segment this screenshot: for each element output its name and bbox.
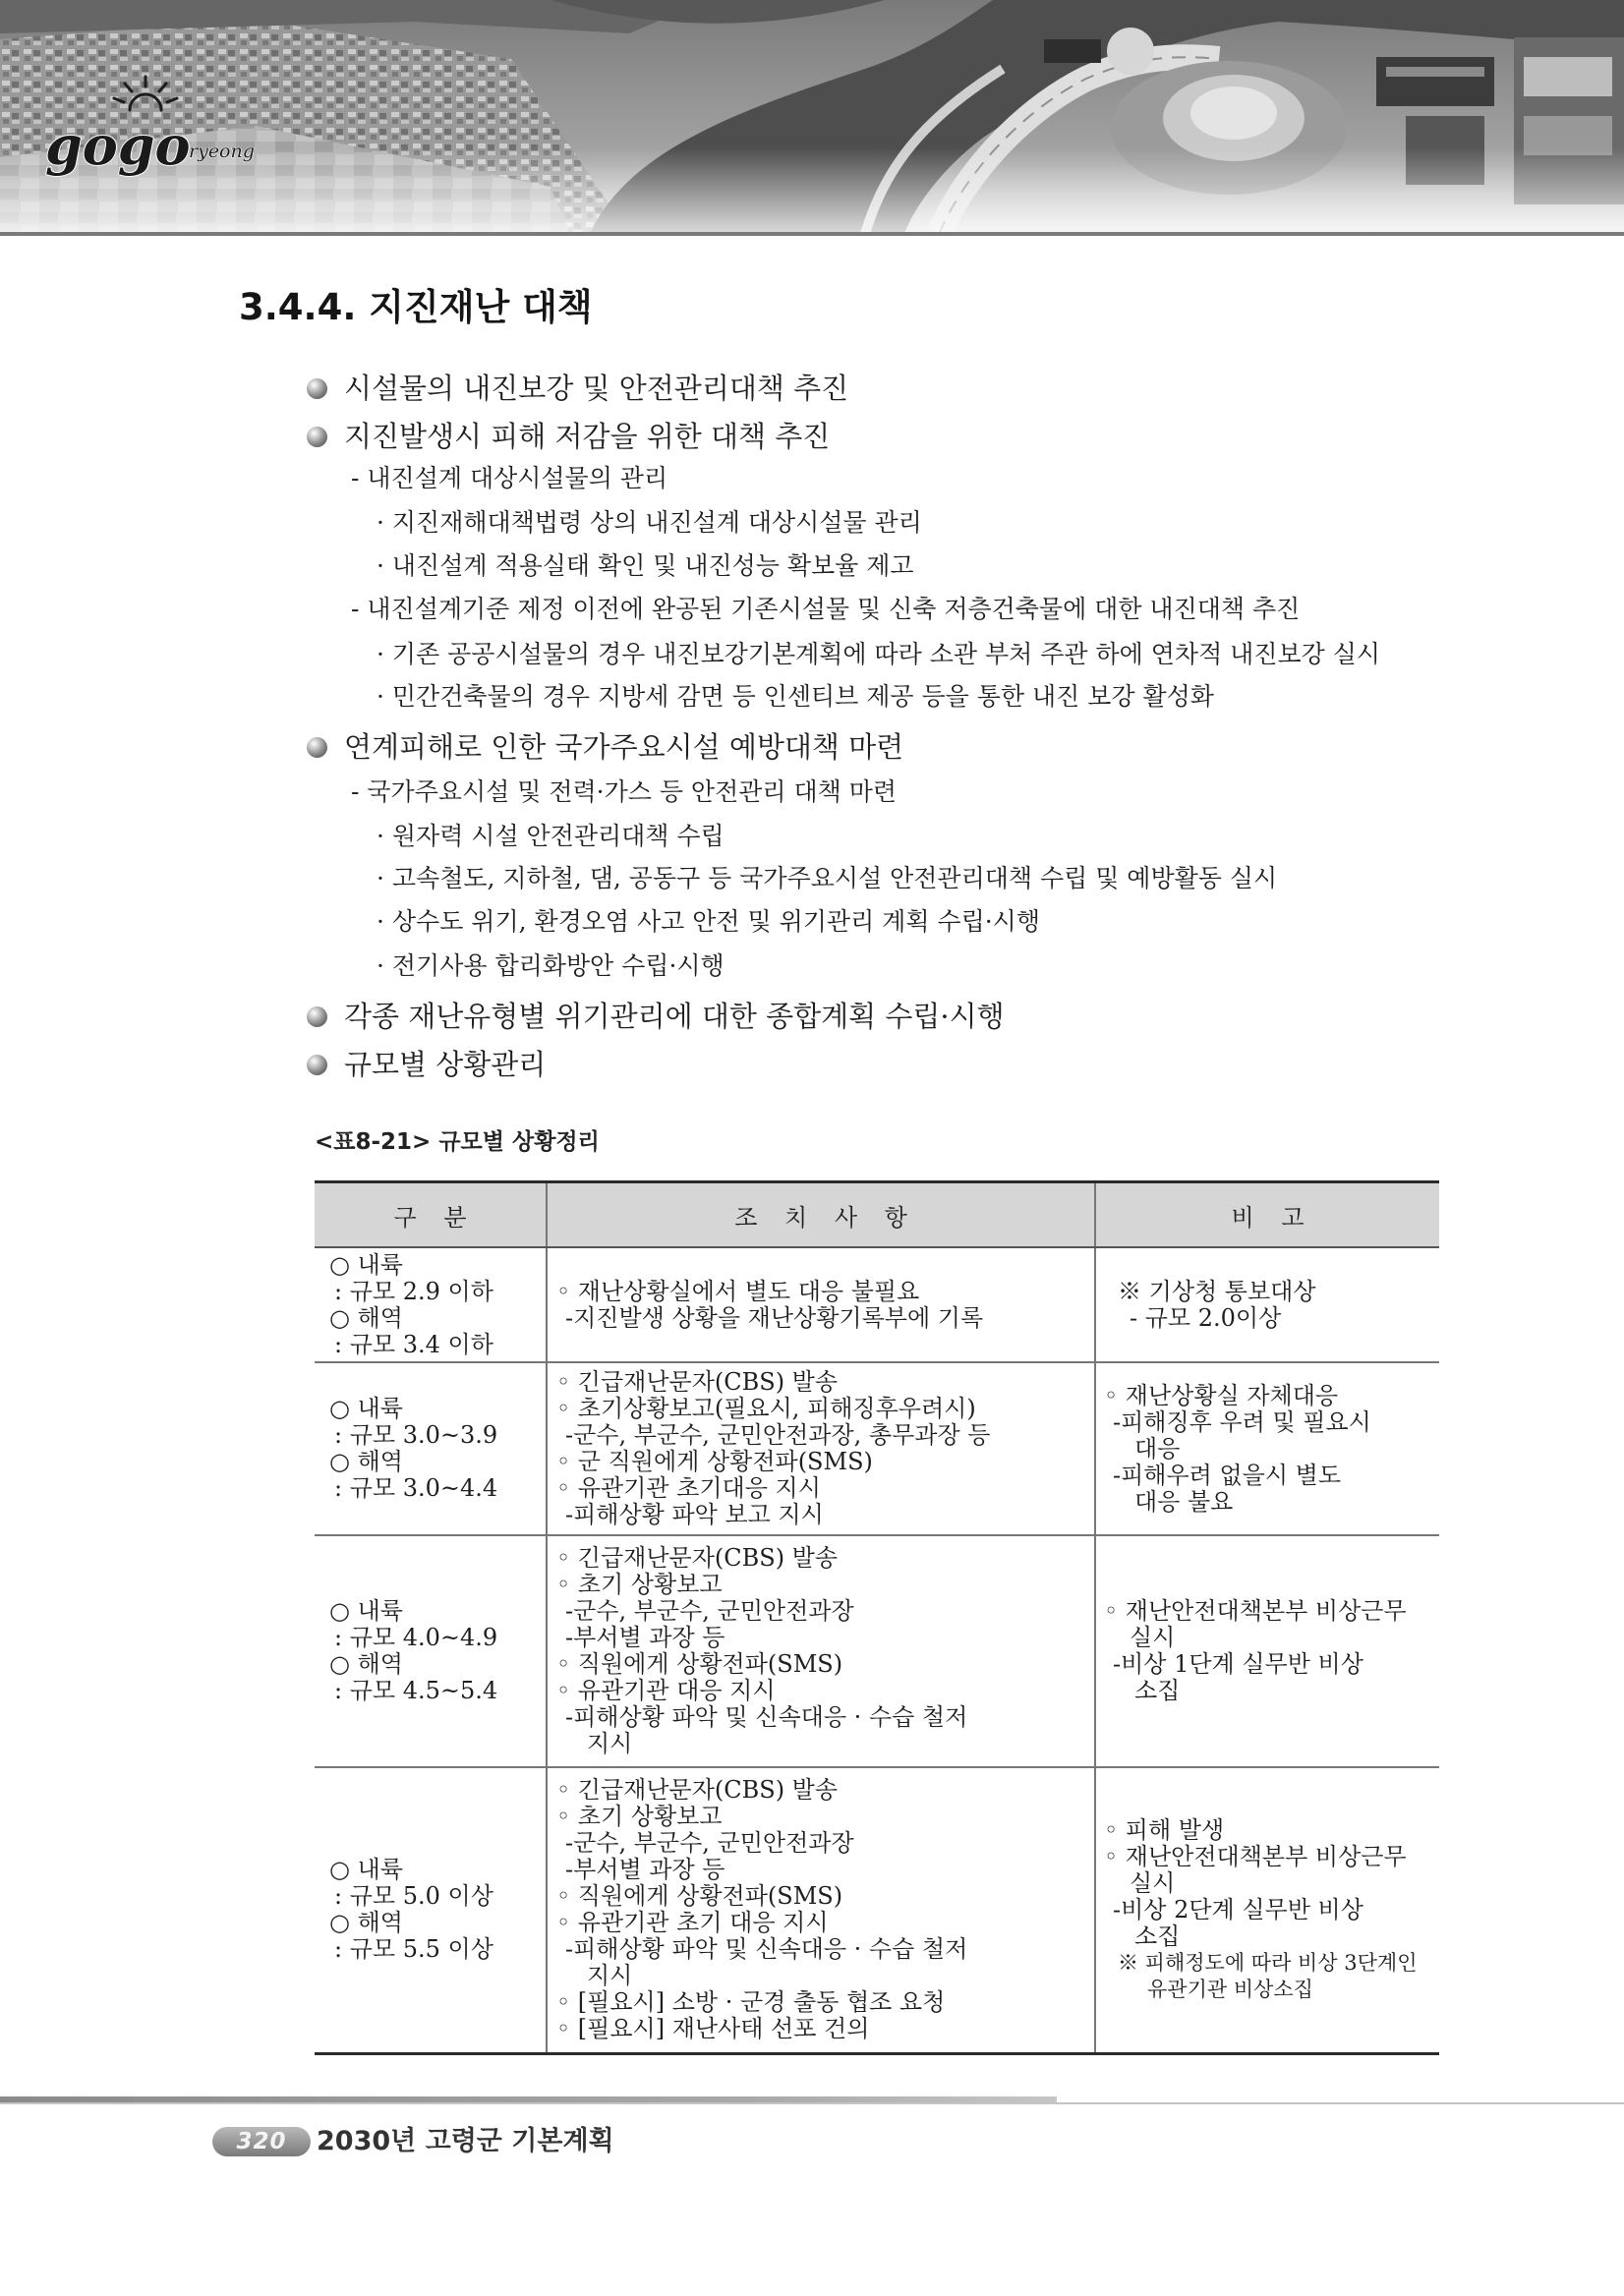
cell-line: -피해우려 없을시 별도 — [1113, 1461, 1342, 1489]
cell-item — [548, 1502, 1094, 1528]
cell-line: ◦ 긴급재난문자(CBS) 발송 — [556, 1368, 839, 1396]
point-item: · 전기사용 합리화방안 수립·시행 — [377, 951, 725, 980]
cell-line: : 규모 3.0~3.9 — [334, 1421, 498, 1449]
table-header-row — [315, 1182, 1439, 1248]
cell-line: : 규모 2.9 이하 — [334, 1277, 493, 1305]
cell-item — [548, 1857, 1094, 1883]
cell-line-continued: 지시 — [587, 1730, 633, 1757]
cell-line: : 규모 5.5 이상 — [334, 1935, 493, 1964]
cell-item — [315, 1305, 546, 1332]
table-row — [315, 1362, 1439, 1535]
table-caption: <표8-21> 규모별 상황정리 — [315, 1129, 600, 1155]
point-item: · 내진설계 적용실태 확인 및 내진성능 확보율 제고 — [377, 551, 914, 580]
cell-item — [1096, 1651, 1439, 1704]
cell-line: ◦ 유관기관 초기대응 지시 — [556, 1474, 821, 1502]
cell-line: ○ 내륙 — [329, 1597, 403, 1625]
bullet-icon — [307, 427, 327, 447]
main-bullet-text: 지진발생시 피해 저감을 위한 대책 추진 — [344, 420, 831, 453]
cell-line: ◦ [필요시] 재난사태 선포 건의 — [556, 2015, 870, 2043]
cell-line: ◦ 군 직원에게 상황전파(SMS) — [556, 1448, 873, 1475]
cell-line: ※ 기상청 통보대상 — [1118, 1277, 1316, 1305]
cell-item — [548, 1804, 1094, 1830]
cell-line: ○ 해역 — [329, 1909, 403, 1937]
cell-line: ○ 해역 — [329, 1650, 403, 1678]
cell-item — [548, 1369, 1094, 1396]
note-cell — [1095, 1535, 1439, 1767]
point-item: · 상수도 위기, 환경오염 사고 안전 및 위기관리 계획 수립·시행 — [377, 907, 1040, 936]
cell-item — [548, 1598, 1094, 1625]
cell-line: ◦ 초기 상황보고 — [556, 1571, 723, 1598]
action-cell — [547, 1535, 1095, 1767]
cell-line-continued: 실시 — [1130, 1868, 1176, 1897]
cell-item — [548, 1545, 1094, 1572]
point-item: · 고속철도, 지하철, 댐, 공동구 등 국가주요시설 안전관리대책 수립 및 예방활동 실시 — [377, 864, 1278, 892]
cell-item — [548, 1830, 1094, 1857]
cell-item — [548, 1396, 1094, 1422]
cell-line: ※ 피해정도에 따라 비상 3단계인 — [1118, 1950, 1418, 1975]
section-title: 3.4.4. 지진재난 대책 — [239, 286, 593, 328]
cell-line: ◦ 유관기관 초기 대응 지시 — [556, 1909, 829, 1937]
main-bullet-item — [307, 998, 1005, 1035]
cell-line: -피해상황 파악 및 신속대응 · 수습 철저 — [565, 1935, 968, 1964]
sub-item: - 국가주요시설 및 전력·가스 등 안전관리 대책 마련 — [351, 777, 898, 806]
footer-title: 2030년 고령군 기본계획 — [317, 2126, 614, 2156]
cell-item — [1096, 1383, 1439, 1409]
cell-item — [548, 1777, 1094, 1804]
cell-line: ◦ 재난상황실에서 별도 대응 불필요 — [556, 1277, 920, 1305]
cell-item — [315, 1449, 546, 1475]
cell-item — [315, 1857, 546, 1883]
cell-item — [548, 1704, 1094, 1757]
cell-item — [1096, 1817, 1439, 1844]
cell-line: ◦ 긴급재난문자(CBS) 발송 — [556, 1776, 839, 1805]
division-cell — [315, 1362, 547, 1535]
cell-item — [1096, 1463, 1439, 1516]
cell-item — [1096, 1950, 1439, 2003]
cell-line: -군수, 부군수, 군민안전과장 — [565, 1597, 854, 1625]
situation-table-wrapper — [315, 1180, 1439, 2055]
column-header-division: 구 분 — [315, 1182, 547, 1248]
cell-line: ○ 내륙 — [329, 1250, 403, 1279]
cell-item — [315, 1598, 546, 1625]
cell-item — [1096, 1598, 1439, 1651]
main-bullet-text: 연계피해로 인한 국가주요시설 예방대책 마련 — [344, 730, 904, 764]
cell-item — [548, 1936, 1094, 1989]
cell-line: : 규모 5.0 이상 — [334, 1882, 493, 1911]
cell-item — [1096, 1279, 1439, 1305]
cell-item — [548, 1279, 1094, 1305]
cell-line: ◦ 재난상황실 자체대응 — [1104, 1381, 1339, 1409]
bullet-icon — [307, 1055, 327, 1075]
division-cell — [315, 1767, 547, 2053]
cell-item — [315, 1625, 546, 1651]
cell-item — [315, 1475, 546, 1502]
cell-line: ◦ 초기 상황보고 — [556, 1803, 723, 1831]
sub-item: - 내진설계기준 제정 이전에 완공된 기존시설물 및 신축 저층건축물에 대한 내진대책 추진 — [351, 595, 1301, 623]
cell-line: : 규모 4.5~5.4 — [334, 1677, 498, 1704]
cell-line: -부서별 과장 등 — [565, 1624, 725, 1651]
cell-line: ○ 내륙 — [329, 1856, 403, 1884]
header-photo — [0, 0, 1624, 234]
logo-wordmark: gogo — [45, 114, 191, 177]
cell-line: ◦ 초기상황보고(필요시, 피해징후우려시) — [556, 1395, 976, 1422]
cell-item — [315, 1883, 546, 1910]
cell-item — [548, 1572, 1094, 1598]
main-bullet-text: 시설물의 내진보강 및 안전관리대책 추진 — [344, 372, 849, 405]
cell-line-continued: 유관기관 비상소집 — [1147, 1977, 1313, 2001]
cell-item — [315, 1651, 546, 1678]
cell-line: ○ 내륙 — [329, 1395, 403, 1422]
note-cell — [1095, 1362, 1439, 1535]
cell-line-continued: 소집 — [1134, 1677, 1181, 1704]
cell-item — [315, 1936, 546, 1963]
main-bullet-item — [307, 418, 830, 455]
page-number-badge — [212, 2127, 311, 2156]
cell-line: ◦ 재난안전대책본부 비상근무 — [1104, 1842, 1407, 1870]
cell-line: ◦ 직원에게 상황전파(SMS) — [556, 1650, 843, 1678]
cell-line: ◦ 피해 발생 — [1104, 1815, 1225, 1844]
main-bullet-text: 규모별 상황관리 — [344, 1048, 547, 1081]
note-cell — [1095, 1767, 1439, 2053]
cell-item — [548, 1305, 1094, 1332]
cell-line: ◦ 재난안전대책본부 비상근무 — [1104, 1597, 1407, 1625]
bullet-icon — [307, 1006, 327, 1027]
cell-item — [548, 2016, 1094, 2042]
cell-item — [548, 1625, 1094, 1651]
cell-line-continued: 대응 불요 — [1134, 1487, 1234, 1516]
situation-table — [315, 1180, 1439, 2055]
point-item: · 지진재해대책법령 상의 내진설계 대상시설물 관리 — [377, 508, 922, 537]
cell-item — [548, 1651, 1094, 1678]
cell-line: -군수, 부군수, 군민안전과장 — [565, 1829, 854, 1858]
cell-line: -군수, 부군수, 군민안전과장, 총무과장 등 — [565, 1421, 991, 1449]
point-item: · 민간건축물의 경우 지방세 감면 등 인센티브 제공 등을 통한 내진 보강 활성화 — [377, 682, 1214, 711]
cell-line: -비상 2단계 실무반 비상 — [1113, 1895, 1363, 1923]
cell-item — [548, 1910, 1094, 1936]
cell-line: ○ 해역 — [329, 1303, 403, 1332]
cell-line: ◦ [필요시] 소방 · 군경 출동 협조 요청 — [556, 1988, 946, 2017]
column-header-note: 비 고 — [1095, 1182, 1439, 1248]
cell-line: : 규모 4.0~4.9 — [334, 1624, 498, 1651]
cell-line: -지진발생 상황을 재난상황기록부에 기록 — [565, 1303, 984, 1332]
cell-line: ◦ 직원에게 상황전파(SMS) — [556, 1882, 843, 1911]
action-cell — [547, 1767, 1095, 2053]
page-number: 320 — [236, 2129, 287, 2154]
header-rule — [0, 232, 1624, 236]
cell-line: ◦ 긴급재난문자(CBS) 발송 — [556, 1544, 839, 1572]
cell-item — [315, 1252, 546, 1279]
cell-line-continued: 지시 — [587, 1962, 633, 1990]
bullet-icon — [307, 378, 327, 399]
main-bullet-item — [307, 370, 848, 407]
cell-item — [548, 1989, 1094, 2016]
point-item: · 기존 공공시설물의 경우 내진보강기본계획에 따라 소관 부처 주관 하에 연차적 내진보강 실시 — [377, 640, 1381, 668]
table-row — [315, 1247, 1439, 1362]
cell-line: : 규모 3.4 이하 — [334, 1330, 493, 1358]
main-bullet-item — [307, 1046, 546, 1083]
cell-line: -피해상황 파악 보고 지시 — [565, 1501, 824, 1528]
cell-line: : 규모 3.0~4.4 — [334, 1474, 498, 1502]
division-cell — [315, 1535, 547, 1767]
cell-item — [315, 1279, 546, 1305]
cell-item — [548, 1678, 1094, 1704]
cell-item — [1096, 1305, 1439, 1332]
main-bullet-item — [307, 728, 903, 766]
cell-item — [315, 1332, 546, 1358]
cell-item — [548, 1449, 1094, 1475]
table-row — [315, 1535, 1439, 1767]
footer-line — [0, 2102, 1624, 2104]
cell-line: -비상 1단계 실무반 비상 — [1113, 1650, 1363, 1678]
cell-line-continued: 실시 — [1130, 1624, 1176, 1651]
cell-line: ○ 해역 — [329, 1448, 403, 1475]
cell-line: -피해징후 우려 및 필요시 — [1113, 1407, 1371, 1436]
sub-item: - 내진설계 대상시설물의 관리 — [351, 464, 668, 492]
bullet-icon — [307, 737, 327, 758]
logo-subtext: ryeong — [189, 141, 255, 162]
cell-line-continued: 대응 — [1134, 1434, 1181, 1463]
cell-item — [1096, 1897, 1439, 1950]
cell-item — [548, 1422, 1094, 1449]
main-bullet-text: 각종 재난유형별 위기관리에 대한 종합계획 수립·시행 — [344, 1000, 1005, 1033]
division-cell — [315, 1247, 547, 1362]
table-row — [315, 1767, 1439, 2053]
action-cell — [547, 1362, 1095, 1535]
point-item: · 원자력 시설 안전관리대책 수립 — [377, 822, 725, 850]
column-header-action: 조 치 사 항 — [547, 1182, 1095, 1248]
cell-item — [548, 1475, 1094, 1502]
cell-line: - 규모 2.0이상 — [1130, 1303, 1282, 1332]
cell-item — [548, 1883, 1094, 1910]
action-cell — [547, 1247, 1095, 1362]
cell-item — [1096, 1844, 1439, 1897]
note-cell — [1095, 1247, 1439, 1362]
table-body — [315, 1247, 1439, 2053]
cell-line: -피해상황 파악 및 신속대응 · 수습 철저 — [565, 1703, 968, 1731]
cell-item — [315, 1910, 546, 1936]
cell-line: -부서별 과장 등 — [565, 1856, 725, 1884]
cell-line: ◦ 유관기관 대응 지시 — [556, 1677, 776, 1704]
cell-item — [315, 1396, 546, 1422]
cell-line-continued: 소집 — [1134, 1922, 1181, 1950]
cell-item — [1096, 1409, 1439, 1463]
cell-item — [315, 1678, 546, 1704]
cell-item — [315, 1422, 546, 1449]
